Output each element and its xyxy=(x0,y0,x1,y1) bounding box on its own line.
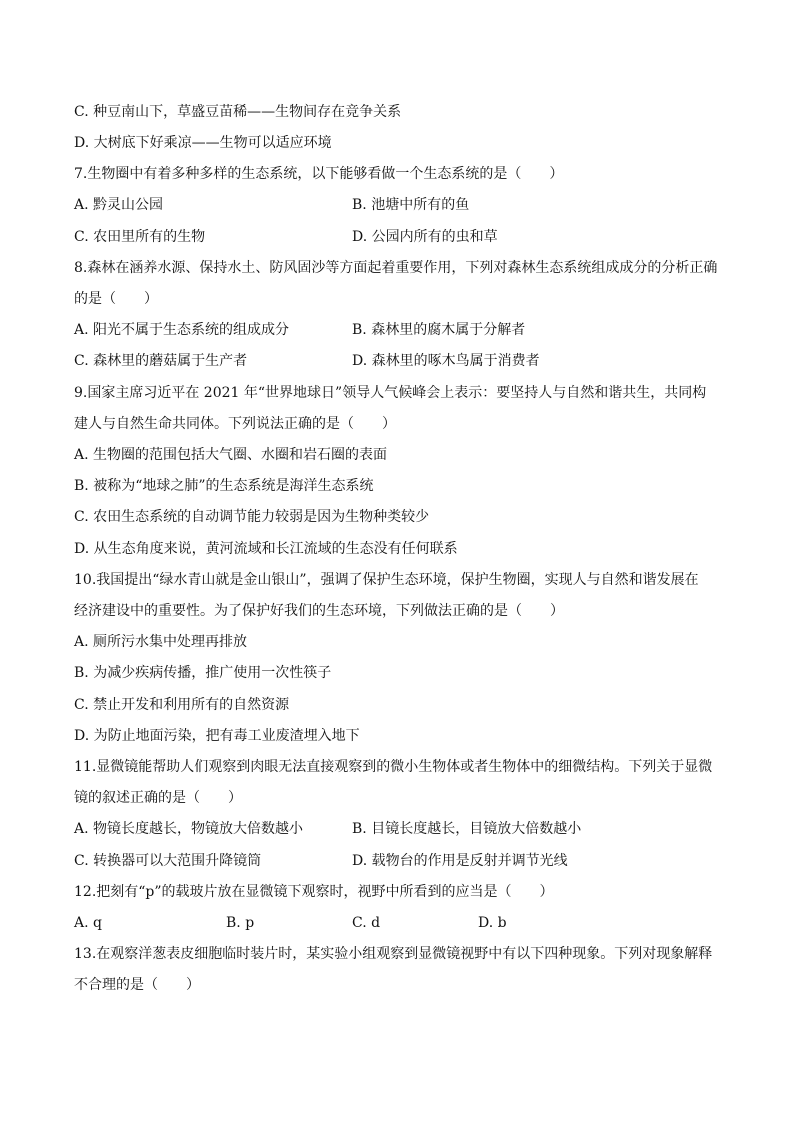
q7-option-b: B. 池塘中所有的鱼 xyxy=(352,197,470,213)
q10-stem-line-1: 10.我国提出“绿水青山就是金山银山”，强调了保护生态环境，保护生物圈，实现人与自然和谐发展在 xyxy=(74,572,699,588)
q7-option-c: C. 农田里所有的生物 xyxy=(74,229,206,245)
q11-option-a: A. 物镜长度越长，物镜放大倍数越小 xyxy=(74,821,304,837)
q11-options-row-1 xyxy=(74,819,734,839)
q9-stem-line-2: 建人与自然生命共同体。下列说法正确的是（ ） xyxy=(74,416,396,432)
q9-option-c: C. 农田生态系统的自动调节能力较弱是因为生物种类较少 xyxy=(74,509,430,525)
q7-stem: 7.生物圈中有着多种多样的生态系统，以下能够看做一个生态系统的是（ ） xyxy=(74,166,564,182)
q11-option-b: B. 目镜长度越长，目镜放大倍数越小 xyxy=(352,821,582,837)
q6-option-c: C. 种豆南山下，草盛豆苗稀——生物间存在竞争关系 xyxy=(74,104,402,120)
q8-options-row-1 xyxy=(74,320,734,340)
q11-stem-line-1: 11.显微镜能帮助人们观察到肉眼无法直接观察到的微小生物体或者生物体中的细微结构。下列关于显微 xyxy=(74,759,713,775)
q6-option-d: D. 大树底下好乘凉——生物可以适应环境 xyxy=(74,135,332,151)
q9-option-d: D. 从生态角度来说，黄河流域和长江流域的生态没有任何联系 xyxy=(74,541,458,557)
q8-stem-line-2: 的是（ ） xyxy=(74,291,158,307)
q8-option-c: C. 森林里的蘑菇属于生产者 xyxy=(74,353,248,369)
q10-option-d: D. 为防止地面污染，把有毒工业废渣埋入地下 xyxy=(74,728,360,744)
q9-option-b: B. 被称为“地球之肺”的生态系统是海洋生态系统 xyxy=(74,478,374,494)
q8-option-d: D. 森林里的啄木鸟属于消费者 xyxy=(352,353,540,369)
q11-option-c: C. 转换器可以大范围升降镜筒 xyxy=(74,853,262,869)
q10-option-a: A. 厕所污水集中处理再排放 xyxy=(74,634,248,650)
q10-option-b: B. 为减少疾病传播，推广使用一次性筷子 xyxy=(74,665,332,681)
q12-option-a: A. q xyxy=(74,915,102,931)
q11-option-d: D. 载物台的作用是反射并调节光线 xyxy=(352,853,568,869)
q7-option-a: A. 黔灵山公园 xyxy=(74,197,164,213)
q12-stem: 12.把刻有“p”的载玻片放在显微镜下观察时，视野中所看到的应当是（ ） xyxy=(74,884,554,900)
q12-options-row xyxy=(74,913,734,933)
q8-stem-line-1: 8.森林在涵养水源、保持水土、防风固沙等方面起着重要作用，下列对森林生态系统组成成分的分析正确 xyxy=(74,260,718,276)
q12-option-b: B. p xyxy=(226,915,255,931)
q8-option-b: B. 森林里的腐木属于分解者 xyxy=(352,322,526,338)
q8-options-row-2 xyxy=(74,351,734,371)
q11-stem-line-2: 镜的叙述正确的是（ ） xyxy=(74,790,242,806)
q7-options-row-1 xyxy=(74,195,734,215)
q12-option-c: C. d xyxy=(352,915,381,931)
q10-option-c: C. 禁止开发和利用所有的自然资源 xyxy=(74,697,290,713)
q8-option-a: A. 阳光不属于生态系统的组成成分 xyxy=(74,322,290,338)
q13-stem-line-2: 不合理的是（ ） xyxy=(74,977,200,993)
q9-stem-line-1: 9.国家主席习近平在 2021 年“世界地球日”领导人气候峰会上表示：要坚持人与自然和谐共生，共同构 xyxy=(74,385,707,401)
q12-option-d: D. b xyxy=(478,915,507,931)
q9-option-a: A. 生物圈的范围包括大气圈、水圈和岩石圈的表面 xyxy=(74,447,388,463)
q11-options-row-2 xyxy=(74,851,734,871)
q7-options-row-2 xyxy=(74,227,734,247)
q7-option-d: D. 公园内所有的虫和草 xyxy=(352,229,498,245)
q13-stem-line-1: 13.在观察洋葱表皮细胞临时装片时，某实验小组观察到显微镜视野中有以下四种现象。下列对现象解释 xyxy=(74,946,713,962)
q10-stem-line-2: 经济建设中的重要性。为了保护好我们的生态环境，下列做法正确的是（ ） xyxy=(74,603,564,619)
